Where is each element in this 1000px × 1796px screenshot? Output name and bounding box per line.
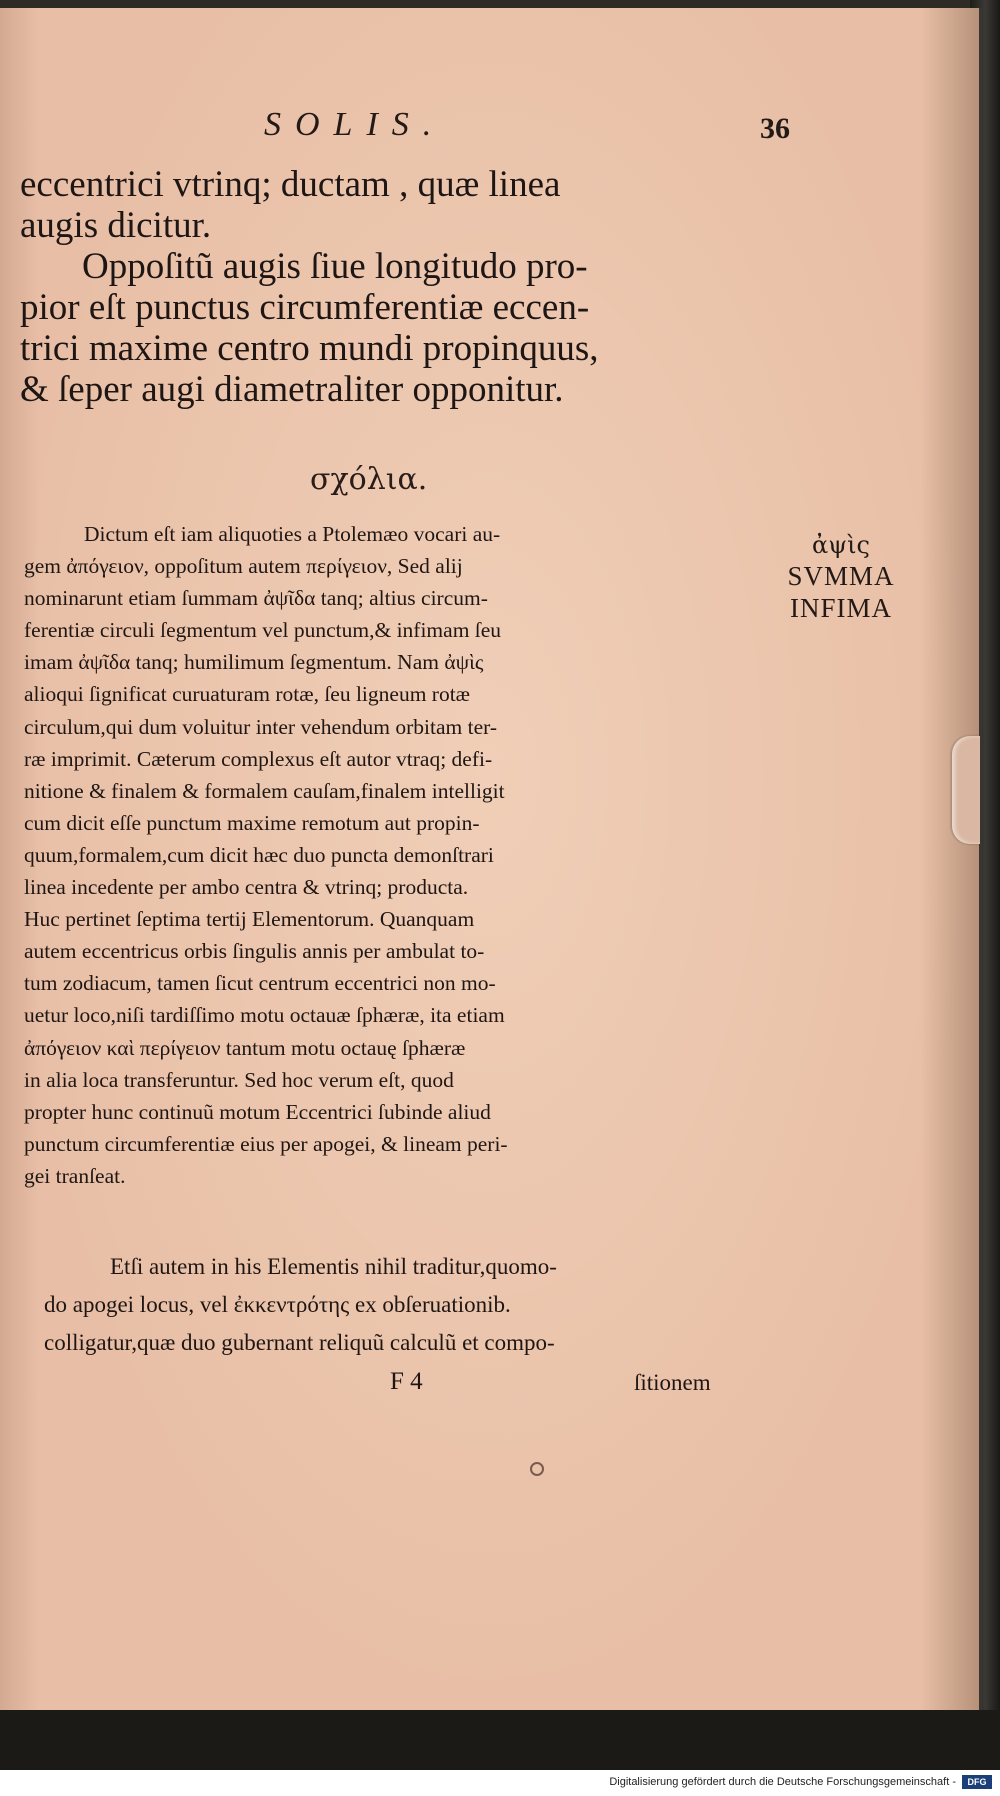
text-line: Oppoſitũ augis ſiue longitudo pro- xyxy=(82,246,588,287)
marginal-note xyxy=(756,530,926,624)
text-line: circulum,qui dum voluitur inter vehendum orbitam ter- xyxy=(24,714,498,739)
text-line: alioqui ſignificat curuaturam rotæ, ſeu ligneum rotæ xyxy=(24,682,471,707)
page-number: 36 xyxy=(760,112,790,145)
text-line: pior eſt punctus circumferentiæ eccen- xyxy=(20,287,590,328)
marginal-greek: ἀψὶς xyxy=(812,531,870,559)
text-line: Huc pertinet ſeptima tertij Elementorum. Quanquam xyxy=(24,907,475,932)
dfg-logo: DFG xyxy=(962,1775,992,1789)
text-line: quum,formalem,cum dicit hæc duo puncta demonſtrari xyxy=(24,842,494,867)
text-line: imam ἀψῖδα tanq; humilimum ſegmentum. Nam ἀψὶς xyxy=(24,650,484,675)
definition-text xyxy=(20,164,732,410)
text-line: ἀπόγειον καὶ περίγειον tantum motu octauę ſphæræ xyxy=(24,1035,466,1060)
commentary-text xyxy=(24,518,746,1192)
text-line: linea incedente per ambo centra & vtrinq; producta. xyxy=(24,875,469,900)
footer-bar xyxy=(0,1770,1000,1796)
running-head: SOLIS. xyxy=(264,106,446,143)
scan-background xyxy=(0,1710,1000,1770)
text-line: ræ imprimit. Cæterum complexus eſt autor vtraq; defi- xyxy=(24,746,493,771)
closing-text xyxy=(44,1248,744,1362)
text-line: Dictum eſt iam aliquoties a Ptolemæo vocari au- xyxy=(84,522,501,546)
text-line: uetur loco,niſi tardiſſimo motu octauæ ſphæræ, ita etiam xyxy=(24,1003,505,1028)
book-page xyxy=(0,8,982,1710)
catchword: ſitionem xyxy=(634,1370,711,1395)
funding-credit: Digitalisierung gefördert durch die Deutsche Forschungsgemeinschaft - xyxy=(609,1776,956,1788)
text-line: trici maxime centro mundi propinquus, xyxy=(20,328,599,369)
text-line: gem ἀπόγειον, oppoſitum autem περίγειον, Sed alij xyxy=(24,554,463,579)
text-line: propter hunc continuũ motum Eccentrici ſubinde aliud xyxy=(24,1099,491,1124)
bookmark-tab xyxy=(952,736,980,844)
text-line: tum zodiacum, tamen ſicut centrum eccentrici non mo- xyxy=(24,971,496,996)
text-line: autem eccentricus orbis ſingulis annis per ambulat to- xyxy=(24,939,485,964)
signature-mark: F 4 xyxy=(390,1368,423,1395)
text-line: do apogei locus, vel ἐκκεντρότης ex obſeruationib. xyxy=(44,1292,511,1317)
text-line: augis dicitur. xyxy=(20,205,212,246)
text-line: Etſi autem in his Elementis nihil traditur,quomo- xyxy=(110,1254,557,1279)
text-line: nitione & finalem & formalem cauſam,finalem intelligit xyxy=(24,778,505,803)
scholia-heading: σχόλια. xyxy=(310,462,428,497)
text-line: punctum circumferentiæ eius per apogei, & lineam peri- xyxy=(24,1131,508,1156)
marginal-infima: INFIMA xyxy=(789,593,892,623)
text-line: & ſeper augi diametraliter opponitur. xyxy=(20,369,564,410)
text-line: ferentiæ circuli ſegmentum vel punctum,& infimam ſeu xyxy=(24,618,502,643)
page-hole xyxy=(530,1462,544,1476)
text-line: colligatur,quæ duo gubernant reliquũ calculũ et compo- xyxy=(44,1330,555,1355)
text-line: cum dicit eſſe punctum maxime remotum aut propin- xyxy=(24,810,480,835)
marginal-summa: SVMMA xyxy=(787,561,895,591)
text-line: gei tranſeat. xyxy=(24,1163,126,1188)
text-line: nominarunt etiam ſummam ἀψῖδα tanq; altius circum- xyxy=(24,586,488,611)
text-line: in alia loca transferuntur. Sed hoc verum eſt, quod xyxy=(24,1067,454,1092)
text-line: eccentrici vtrinq; ductam , quæ linea xyxy=(20,164,561,205)
